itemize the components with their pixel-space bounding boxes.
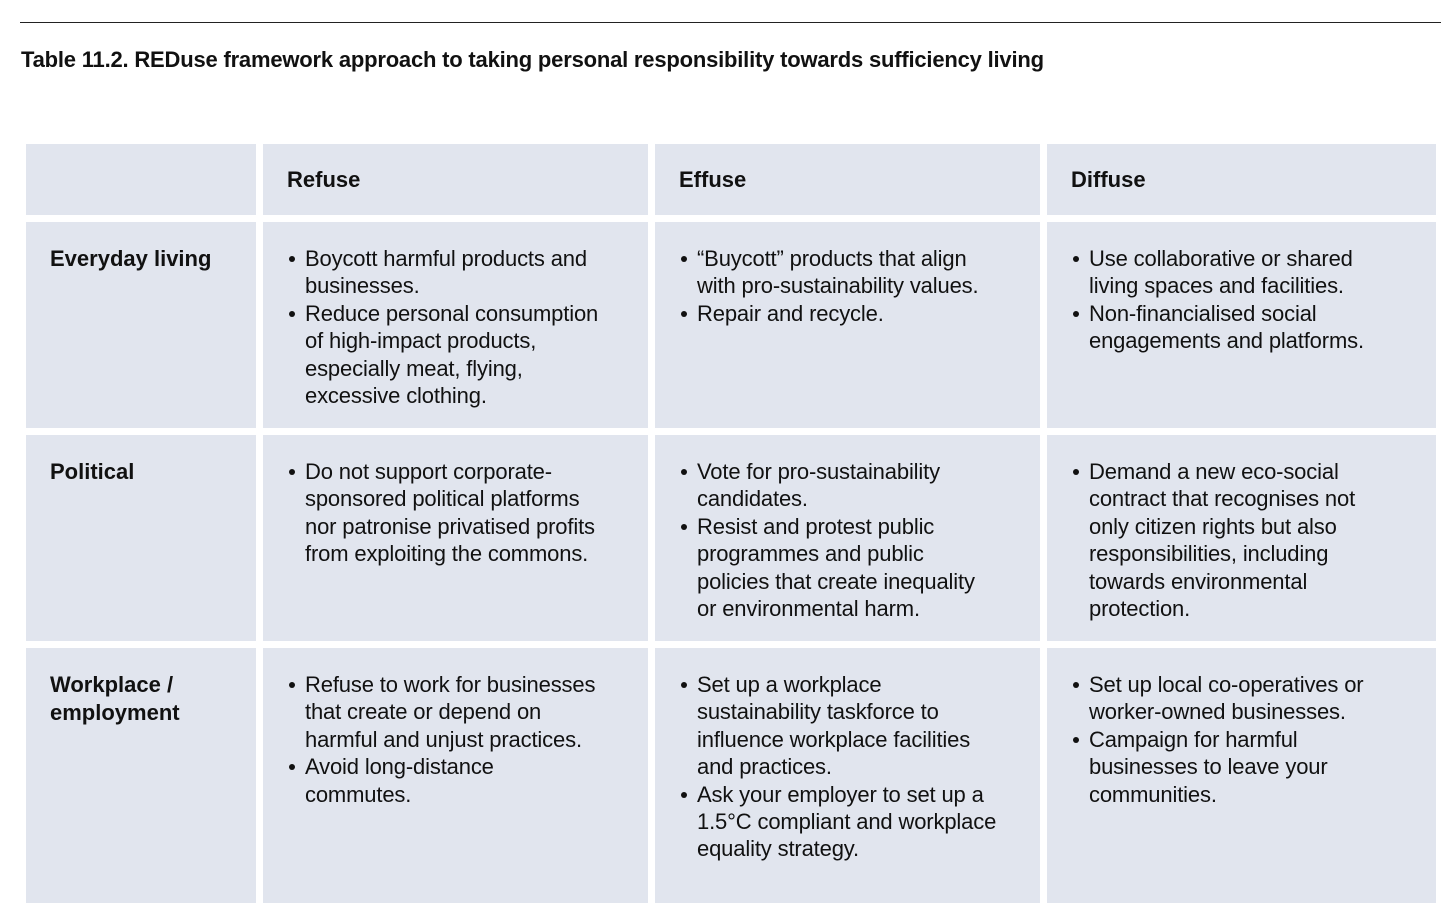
bullet-line: nor patronise privatised profits: [305, 513, 595, 539]
row-header-line: employment: [50, 699, 180, 725]
bullet-line: Repair and recycle.: [697, 300, 884, 326]
bullet-line: of high-impact products,: [305, 328, 537, 354]
bullet-line: businesses.: [305, 273, 420, 299]
bullet-line: Vote for pro-sustainability: [697, 459, 940, 484]
bullet-item: [1071, 245, 1420, 300]
bullet-line: equality strategy.: [697, 836, 859, 862]
bullet-line: only citizen rights but also: [1089, 513, 1337, 539]
bullet-line: Set up a workplace: [697, 672, 882, 697]
table-cell: [263, 648, 648, 903]
bullet-line: Set up local co-operatives or: [1089, 672, 1364, 697]
bullet-line: Campaign for harmful: [1089, 726, 1298, 752]
bullet-item: [679, 671, 1024, 781]
bullet-list: [287, 671, 632, 808]
bullet-line: communities.: [1089, 781, 1217, 807]
bullet-line: sustainability taskforce to: [697, 699, 939, 725]
row-header: [26, 222, 256, 428]
bullet-line: Refuse to work for businesses: [305, 672, 596, 697]
bullet-line: Ask your employer to set up a: [697, 781, 984, 807]
table-cell: [655, 435, 1040, 641]
bullet-line: engagements and platforms.: [1089, 328, 1364, 354]
bullet-item: [1071, 671, 1420, 726]
bullet-line: Demand a new eco-social: [1089, 459, 1339, 484]
bullet-item: [287, 753, 632, 808]
table-cell: [655, 648, 1040, 903]
bullet-item: [1071, 300, 1420, 355]
table-cell: [1047, 435, 1436, 641]
bullet-line: Boycott harmful products and: [305, 246, 587, 271]
row-header-line: Everyday living: [50, 246, 212, 271]
bullet-item: [287, 458, 632, 568]
column-header-refuse: Refuse: [263, 144, 648, 215]
table-cell: [263, 435, 648, 641]
bullet-line: programmes and public: [697, 541, 924, 567]
bullet-item: [287, 671, 632, 753]
bullet-list: [1071, 245, 1420, 355]
bullet-line: influence workplace facilities: [697, 726, 971, 752]
bullet-line: with pro-sustainability values.: [697, 273, 979, 299]
table-cell: [1047, 648, 1436, 903]
bullet-line: harmful and unjust practices.: [305, 726, 582, 752]
bullet-list: [679, 671, 1024, 863]
bullet-item: [287, 300, 632, 410]
bullet-list: [287, 458, 632, 568]
bullet-line: especially meat, flying,: [305, 355, 523, 381]
row-header-line: Workplace /: [50, 672, 174, 697]
bullet-item: [1071, 458, 1420, 622]
bullet-item: [287, 245, 632, 300]
bullet-line: responsibilities, including: [1089, 541, 1329, 567]
top-rule: [20, 22, 1441, 23]
bullet-item: [679, 245, 1024, 300]
bullet-line: worker-owned businesses.: [1089, 699, 1346, 725]
bullet-line: Resist and protest public: [697, 513, 935, 539]
column-header-diffuse: Diffuse: [1047, 144, 1436, 215]
bullet-list: [1071, 671, 1420, 808]
bullet-line: excessive clothing.: [305, 383, 487, 409]
bullet-line: that create or depend on: [305, 699, 542, 725]
bullet-line: towards environmental: [1089, 568, 1308, 594]
bullet-line: Use collaborative or shared: [1089, 246, 1353, 271]
bullet-line: candidates.: [697, 486, 808, 512]
bullet-line: and practices.: [697, 754, 832, 780]
table-caption: Table 11.2. REDuse framework approach to taking personal responsibility towards sufficiency living: [21, 47, 1044, 72]
bullet-line: commutes.: [305, 781, 412, 807]
bullet-line: Reduce personal consumption: [305, 300, 599, 326]
bullet-list: [679, 458, 1024, 622]
row-header: [26, 648, 256, 903]
bullet-line: from exploiting the commons.: [305, 541, 589, 567]
bullet-line: policies that create inequality: [697, 568, 975, 594]
reduse-table: [26, 144, 1435, 903]
bullet-line: Do not support corporate-: [305, 459, 552, 484]
bullet-line: contract that recognises not: [1089, 486, 1356, 512]
bullet-line: living spaces and facilities.: [1089, 273, 1344, 299]
bullet-line: “Buycott” products that align: [697, 246, 967, 271]
row-header: [26, 435, 256, 641]
bullet-line: Avoid long-distance: [305, 754, 494, 780]
bullet-list: [1071, 458, 1420, 622]
bullet-list: [287, 245, 632, 409]
bullet-item: [679, 300, 1024, 327]
table-cell: [1047, 222, 1436, 428]
bullet-line: Non-financialised social: [1089, 300, 1317, 326]
bullet-line: protection.: [1089, 596, 1191, 622]
bullet-item: [1071, 726, 1420, 808]
bullet-item: [679, 513, 1024, 623]
column-header-effuse: Effuse: [655, 144, 1040, 215]
table-cell: [655, 222, 1040, 428]
table-cell: [263, 222, 648, 428]
row-header-line: Political: [50, 459, 135, 484]
bullet-line: sponsored political platforms: [305, 486, 580, 512]
bullet-list: [679, 245, 1024, 327]
bullet-line: or environmental harm.: [697, 596, 920, 622]
bullet-line: businesses to leave your: [1089, 754, 1328, 780]
bullet-line: 1.5°C compliant and workplace: [697, 809, 997, 835]
bullet-item: [679, 458, 1024, 513]
corner-header-cell: [26, 144, 256, 215]
bullet-item: [679, 781, 1024, 863]
